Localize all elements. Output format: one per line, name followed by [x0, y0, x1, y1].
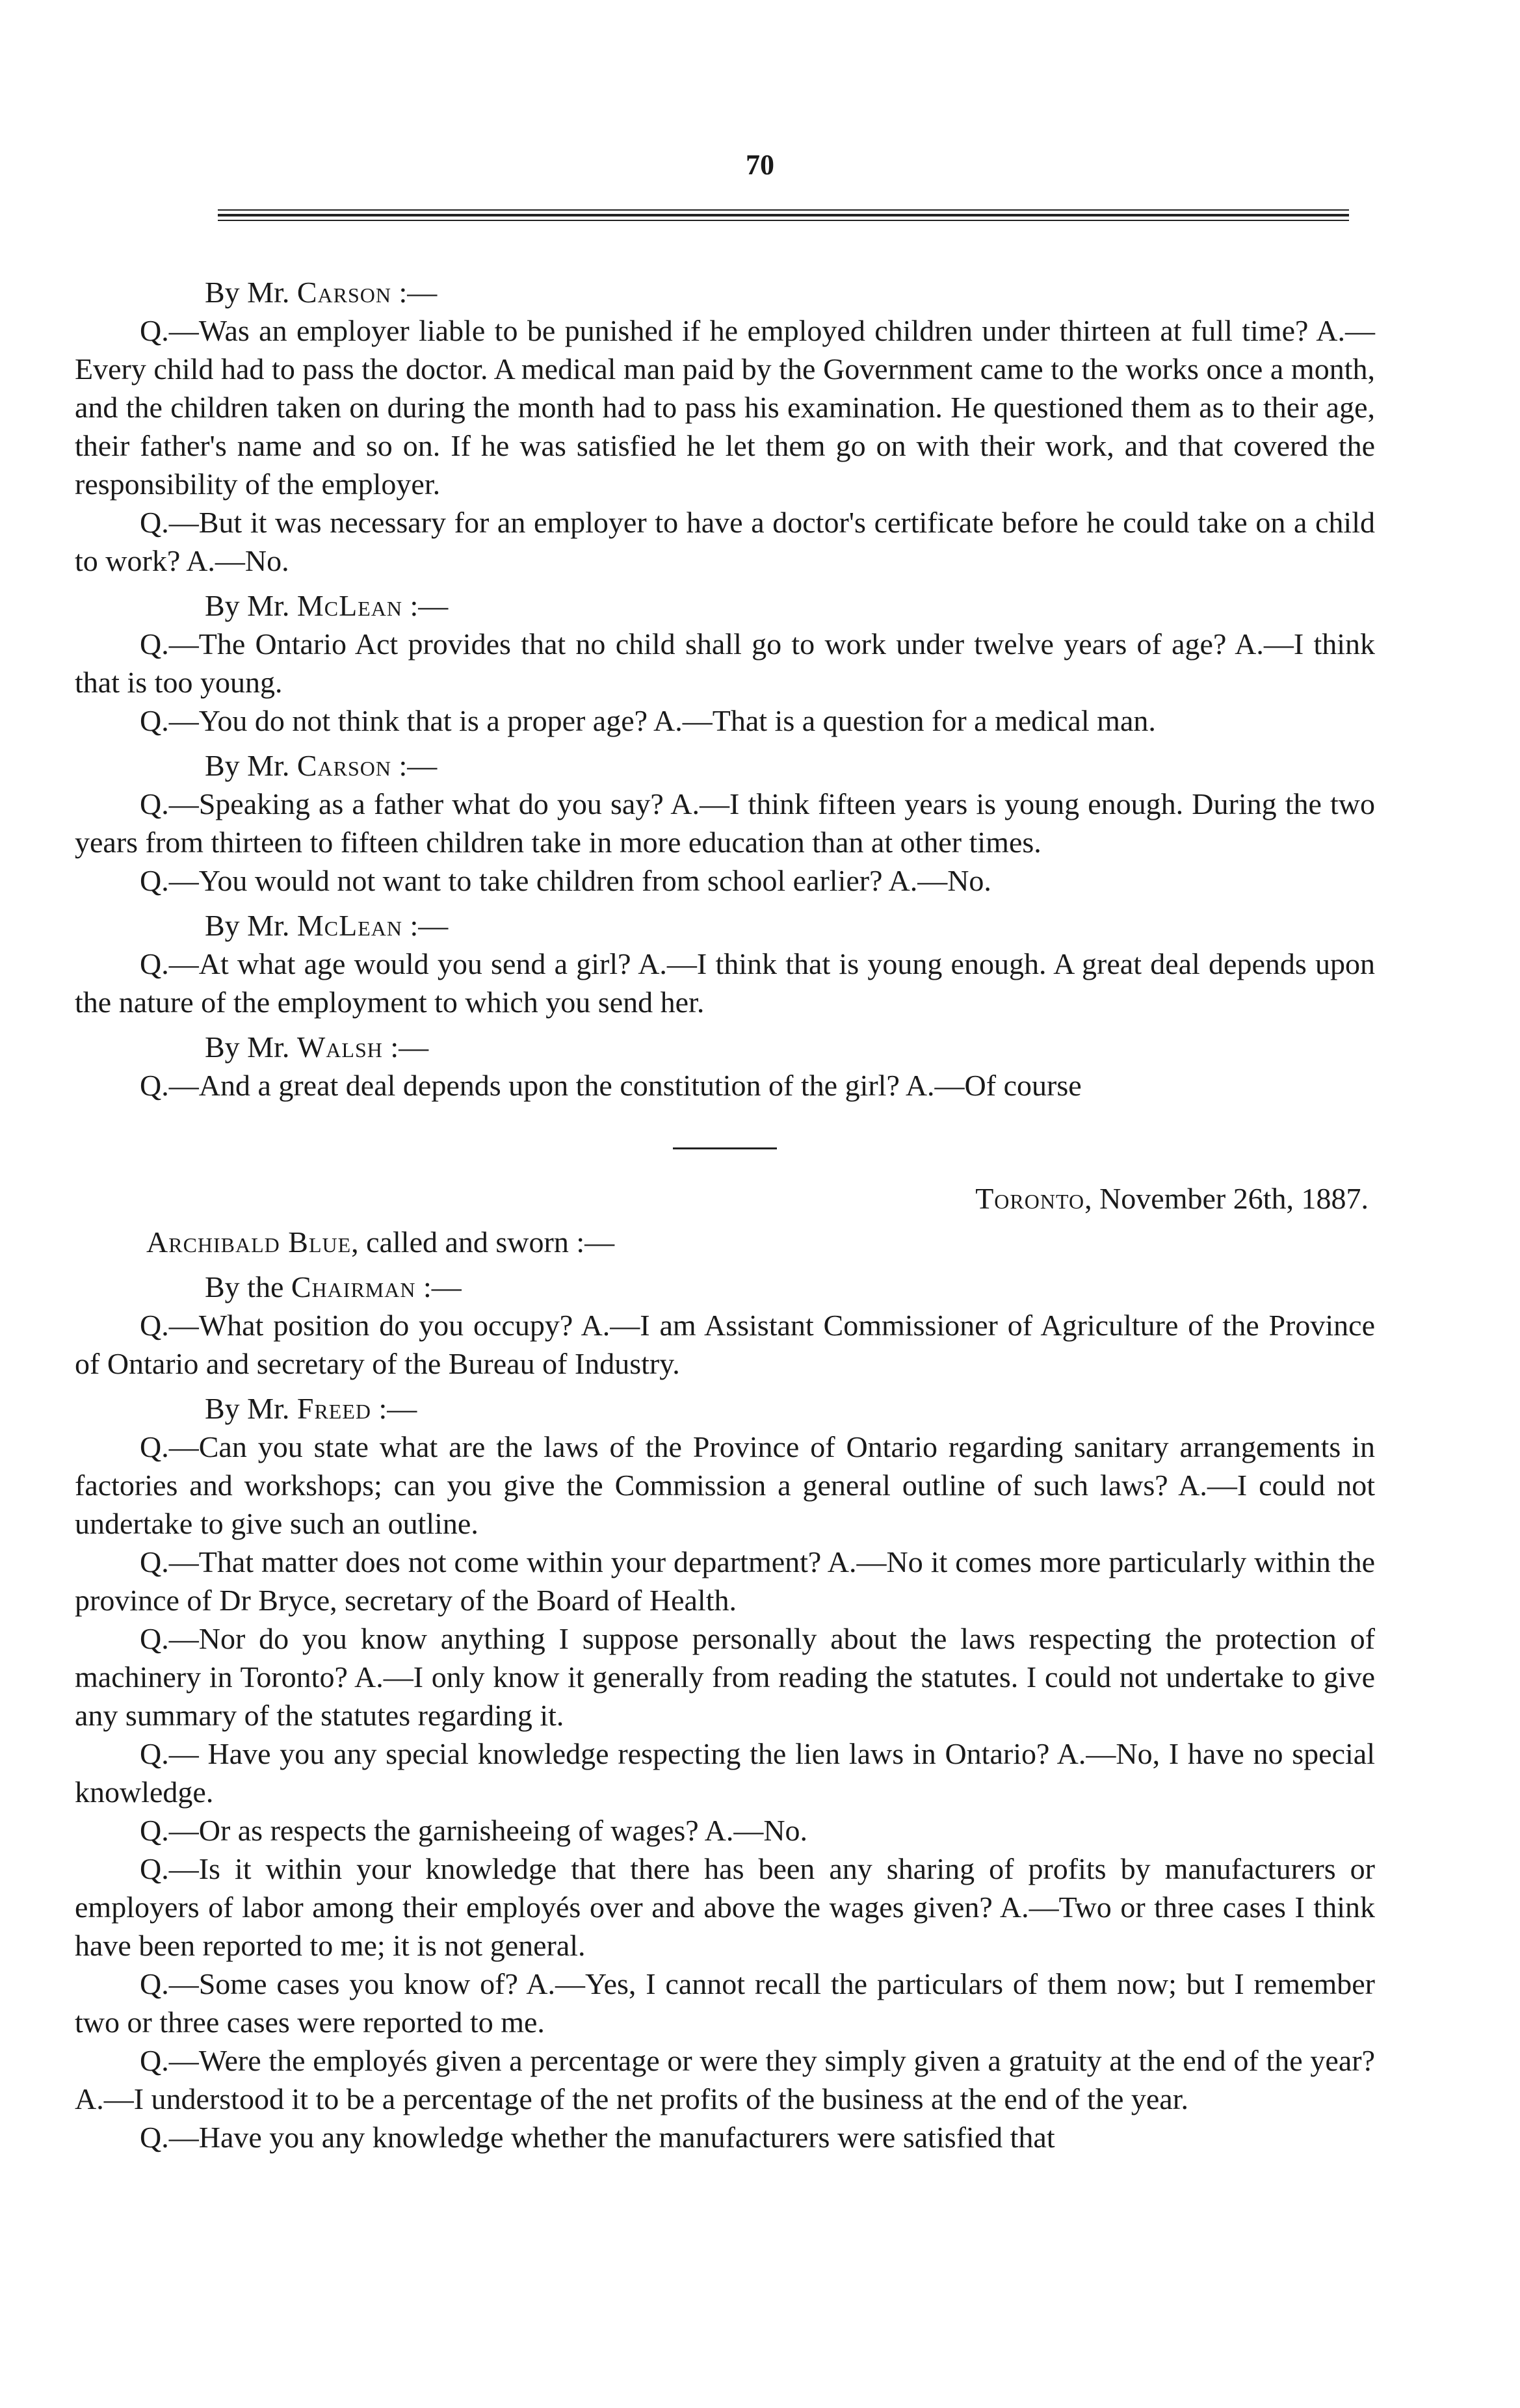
testimony-text	[75, 267, 1375, 2156]
question-answer-paragraph: Q.—Was an employer liable to be punished if he employed children under thirteen at full time? A.—Every child had to pass the doctor. A medical man paid by the Government came to the works once a month, and the children taken on during the month had to pass his examination. He questioned them as to their age, their father's name and so on. If he was satisfied he let them go on with their work, and that covered the responsibility of the employer.	[75, 314, 1375, 501]
speaker-name: Carson	[296, 749, 392, 782]
speaker-name: McLean	[296, 589, 402, 622]
speaker-heading: By Mr. Freed :—	[205, 1392, 417, 1425]
speaker-heading: By the Chairman :—	[205, 1270, 462, 1303]
page-number: 70	[746, 149, 774, 181]
question-answer-paragraph: Q.—But it was necessary for an employer to have a doctor's certificate before he could take on a child to work? A.—No.	[75, 506, 1375, 577]
question-answer-paragraph: Q.—Speaking as a father what do you say? A.—I think fifteen years is young enough. During the two years from thirteen to fifteen children take in more education than at other times.	[75, 787, 1375, 859]
question-answer-paragraph: Q.—Can you state what are the laws of the Province of Ontario regarding sanitary arrangements in factories and workshops; can you give the Commission a general outline of such laws? A.—I could not undertake to give such an outline.	[75, 1430, 1375, 1540]
section-separator	[673, 1147, 777, 1149]
question-answer-paragraph: Q.—You do not think that is a proper age? A.—That is a question for a medical man.	[140, 704, 1156, 737]
question-answer-paragraph: Q.—At what age would you send a girl? A.—I think that is young enough. A great deal depends upon the nature of the employment to which you send her.	[75, 947, 1375, 1019]
question-answer-paragraph: Q.—You would not want to take children from school earlier? A.—No.	[140, 864, 991, 897]
speaker-name: McLean	[296, 909, 402, 942]
witness-heading: Archibald Blue, called and sworn :—	[146, 1225, 615, 1259]
header-rule	[218, 209, 1349, 231]
speaker-name: Chairman	[291, 1270, 416, 1303]
question-answer-paragraph: Q.—What position do you occupy? A.—I am Assistant Commissioner of Agriculture of the Province of Ontario and secretary of the Bureau of Industry.	[75, 1309, 1375, 1380]
speaker-heading: By Mr. Walsh :—	[205, 1030, 429, 1064]
question-answer-paragraph: Q.—That matter does not come within your department? A.—No it comes more particularly within the province of Dr Bryce, secretary of the Board of Health.	[75, 1545, 1375, 1617]
question-answer-paragraph: Q.—Some cases you know of? A.—Yes, I cannot recall the particulars of them now; but I remember two or three cases were reported to me.	[75, 1967, 1375, 2039]
question-answer-paragraph: Q.—Or as respects the garnisheeing of wages? A.—No.	[140, 1814, 808, 1847]
speaker-name: Walsh	[296, 1030, 383, 1064]
question-answer-paragraph: Q.— Have you any special knowledge respecting the lien laws in Ontario? A.—No, I have no special knowledge.	[75, 1737, 1375, 1809]
question-answer-paragraph: Q.—Is it within your knowledge that there has been any sharing of profits by manufacturers or employers of labor among their employés over and above the wages given? A.—Two or three cases I think have been reported to me; it is not general.	[75, 1852, 1375, 1962]
speaker-heading: By Mr. McLean :—	[205, 589, 449, 622]
speaker-heading: By Mr. Carson :—	[205, 749, 438, 782]
speaker-name: Carson	[296, 276, 392, 309]
question-answer-paragraph: Q.—Nor do you know anything I suppose personally about the laws respecting the protection of machinery in Toronto? A.—I only know it generally from reading the statutes. I could not undertake to give any summary of the statutes regarding it.	[75, 1622, 1375, 1732]
speaker-heading: By Mr. McLean :—	[205, 909, 449, 942]
question-answer-paragraph: Q.—The Ontario Act provides that no child shall go to work under twelve years of age? A.—I think that is too young.	[75, 627, 1375, 699]
question-answer-paragraph: Q.—And a great deal depends upon the constitution of the girl? A.—Of course	[140, 1069, 1082, 1102]
speaker-name: Freed	[296, 1392, 372, 1425]
speaker-heading: By Mr. Carson :—	[205, 276, 438, 309]
question-answer-paragraph: Q.—Were the employés given a percentage or were they simply given a gratuity at the end of the year? A.—I understood it to be a percentage of the net profits of the business at the end of the year.	[75, 2044, 1375, 2115]
question-answer-paragraph: Q.—Have you any knowledge whether the manufacturers were satisfied that	[140, 2121, 1055, 2154]
witness-name: Archibald Blue	[146, 1225, 352, 1259]
dateline: Toronto, November 26th, 1887.	[975, 1182, 1369, 1215]
